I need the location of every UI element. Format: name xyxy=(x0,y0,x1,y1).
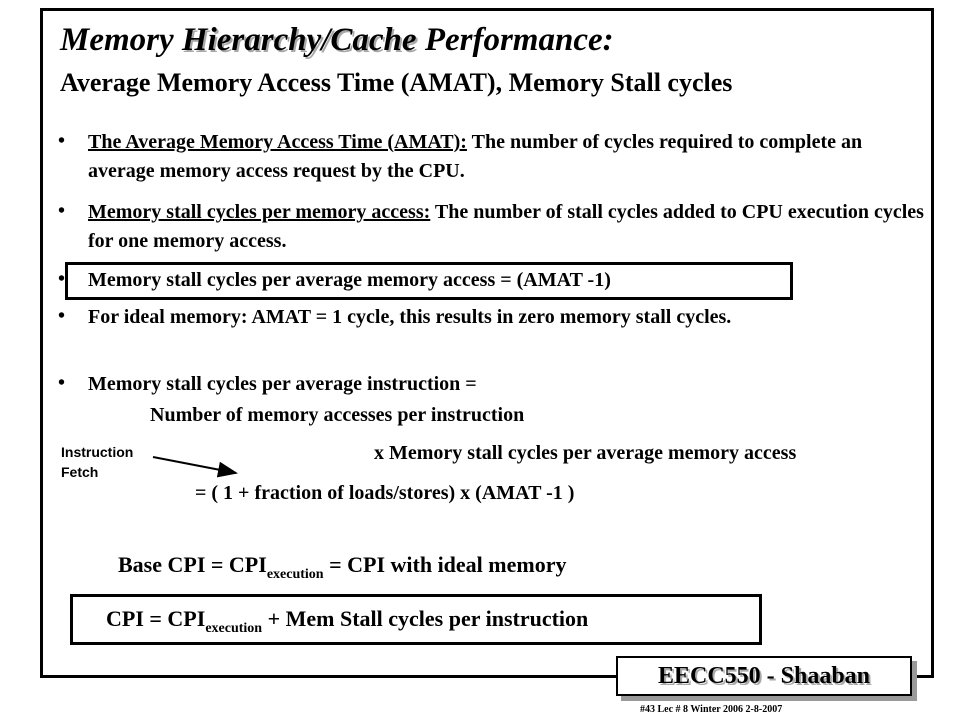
bullet-stall-cycles-definition: Memory stall cycles per memory access: The number of stall cycles added to CPU execution cycles for one memory access. xyxy=(88,201,924,252)
instruction-fetch-note: Instruction Fetch xyxy=(61,444,134,480)
slide-footer: #43 Lec # 8 Winter 2006 2-8-2007 xyxy=(640,704,783,715)
bullet-marker: • xyxy=(58,372,66,394)
bullet-marker: • xyxy=(58,130,66,152)
title-highlight: Hierarchy/Cache xyxy=(181,22,417,58)
base-cpi-equation: Base CPI = $CPI_{execution}$ = CPI with ideal memory xyxy=(118,552,567,582)
bullet-marker: • xyxy=(58,268,66,290)
course-brand-badge: EECC550 - Shaaban xyxy=(616,656,912,696)
bullet-amat-definition: The Average Memory Access Time (AMAT): The number of cycles required to complete an average memory access request by the CPU. xyxy=(88,131,863,182)
bullet-stall-per-instruction: Memory stall cycles per average instruction = xyxy=(88,373,477,395)
bullet-ideal-memory: For ideal memory: AMAT = 1 cycle, this results in zero memory stall cycles. xyxy=(88,306,732,328)
bullet-marker: • xyxy=(58,305,66,327)
bullet-marker: • xyxy=(58,200,66,222)
slide-subtitle: Average Memory Access Time (AMAT), Memory Stall cycles xyxy=(60,68,733,97)
formula-line-2: x Memory stall cycles per average memory access xyxy=(374,442,797,464)
formula-line-3: = ( 1 + fraction of loads/stores) x (AMAT -1 ) xyxy=(195,482,575,504)
cpi-equation: CPI = $CPI_{execution}$ + Mem Stall cycles per instruction xyxy=(106,606,589,636)
formula-line-1: Number of memory accesses per instruction xyxy=(150,404,525,426)
slide-title: Memory Hierarchy/Cache Performance: xyxy=(60,22,614,58)
bullet-stall-per-access: Memory stall cycles per average memory access = (AMAT -1) xyxy=(88,269,611,291)
